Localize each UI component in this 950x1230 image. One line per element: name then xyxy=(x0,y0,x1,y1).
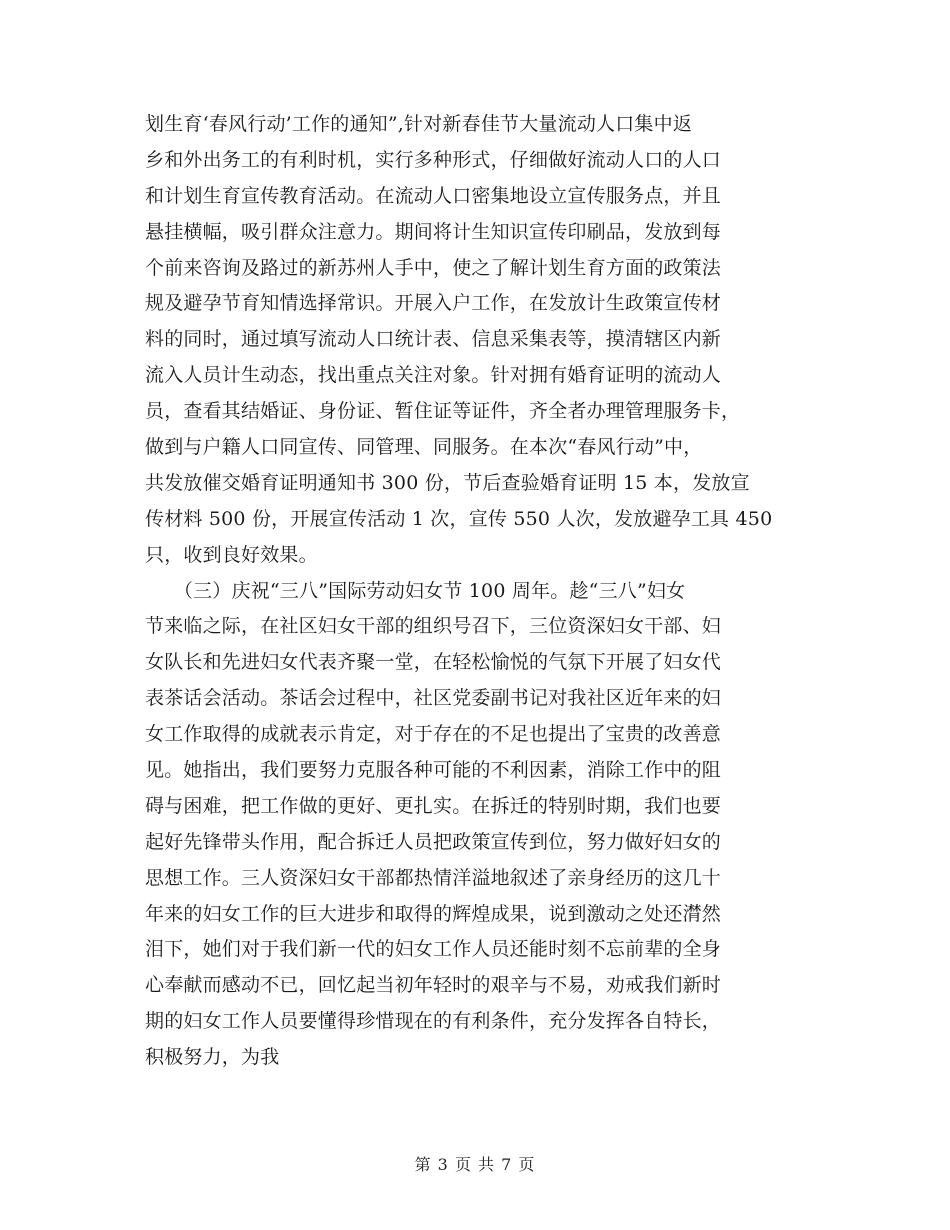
text-line: 碍与困难，把工作做的更好、更扎实。在拆迁的特别时期，我们也要 xyxy=(145,794,722,817)
text-line: 女工作取得的成就表示肯定，对于存在的不足也提出了宝贵的改善意 xyxy=(145,723,722,746)
text-line: 积极努力，为我 xyxy=(145,1046,280,1069)
text-line: 女队长和先进妇女代表齐聚一堂，在轻松愉悦的气氛下开展了妇女代 xyxy=(145,651,722,674)
text-line: 只，收到良好效果。 xyxy=(145,543,318,566)
text-line: 规及避孕节育知情选择常识。开展入户工作，在发放计生政策宣传材 xyxy=(145,292,722,315)
text-line: （三）庆祝“三八”国际劳动妇女节 100 周年。趁“三八”妇女 xyxy=(145,579,686,602)
text-line: 共发放催交婚育证明通知书 300 份，节后查验婚育证明 15 本，发放宣 xyxy=(145,471,750,494)
page-footer: 第 3 页 共 7 页 xyxy=(414,1155,536,1174)
text-line: 个前来咨询及路过的新苏州人手中，使之了解计划生育方面的政策法 xyxy=(145,256,722,279)
text-line: 员，查看其结婚证、身份证、暂住证等证件，齐全者办理管理服务卡， xyxy=(145,400,741,423)
text-line: 悬挂横幅，吸引群众注意力。期间将计生知识宣传印刷品，发放到每 xyxy=(145,220,722,243)
text-line: 表茶话会活动。茶话会过程中，社区党委副书记对我社区近年来的妇 xyxy=(145,687,722,710)
text-line: 起好先锋带头作用，配合拆迁人员把政策宣传到位，努力做好妇女的 xyxy=(145,830,722,853)
text-line: 泪下，她们对于我们新一代的妇女工作人员还能时刻不忘前辈的全身 xyxy=(145,938,722,961)
body-text xyxy=(145,107,805,1076)
text-line: 和计划生育宣传教育活动。在流动人口密集地设立宣传服务点，并且 xyxy=(145,184,722,207)
text-line: 流入人员计生动态，找出重点关注对象。针对拥有婚育证明的流动人 xyxy=(145,364,722,387)
text-line: 思想工作。三人资深妇女干部都热情洋溢地叙述了亲身经历的这几十 xyxy=(145,866,722,889)
text-line: 传材料 500 份，开展宣传活动 1 次，宣传 550 人次，发放避孕工具 450 xyxy=(145,507,773,530)
text-line: 料的同时，通过填写流动人口统计表、信息采集表等，摸清辖区内新 xyxy=(145,328,722,351)
text-line: 心奉献而感动不已，回忆起当初年轻时的艰辛与不易，劝戒我们新时 xyxy=(145,974,722,997)
text-line: 做到与户籍人口同宣传、同管理、同服务。在本次“春风行动”中， xyxy=(145,436,703,459)
text-line: 乡和外出务工的有利时机，实行多种形式，仔细做好流动人口的人口 xyxy=(145,148,722,171)
text-line: 期的妇女工作人员要懂得珍惜现在的有利条件，充分发挥各自特长， xyxy=(145,1010,722,1033)
text-line: 划生育‘春风行动’工作的通知”,针对新春佳节大量流动人口集中返 xyxy=(145,113,693,135)
text-line: 节来临之际，在社区妇女干部的组织号召下，三位资深妇女干部、妇 xyxy=(145,615,722,638)
text-line: 见。她指出，我们要努力克服各种可能的不利因素，消除工作中的阻 xyxy=(145,759,722,782)
text-line: 年来的妇女工作的巨大进步和取得的辉煌成果，说到激动之处还潸然 xyxy=(145,902,722,925)
